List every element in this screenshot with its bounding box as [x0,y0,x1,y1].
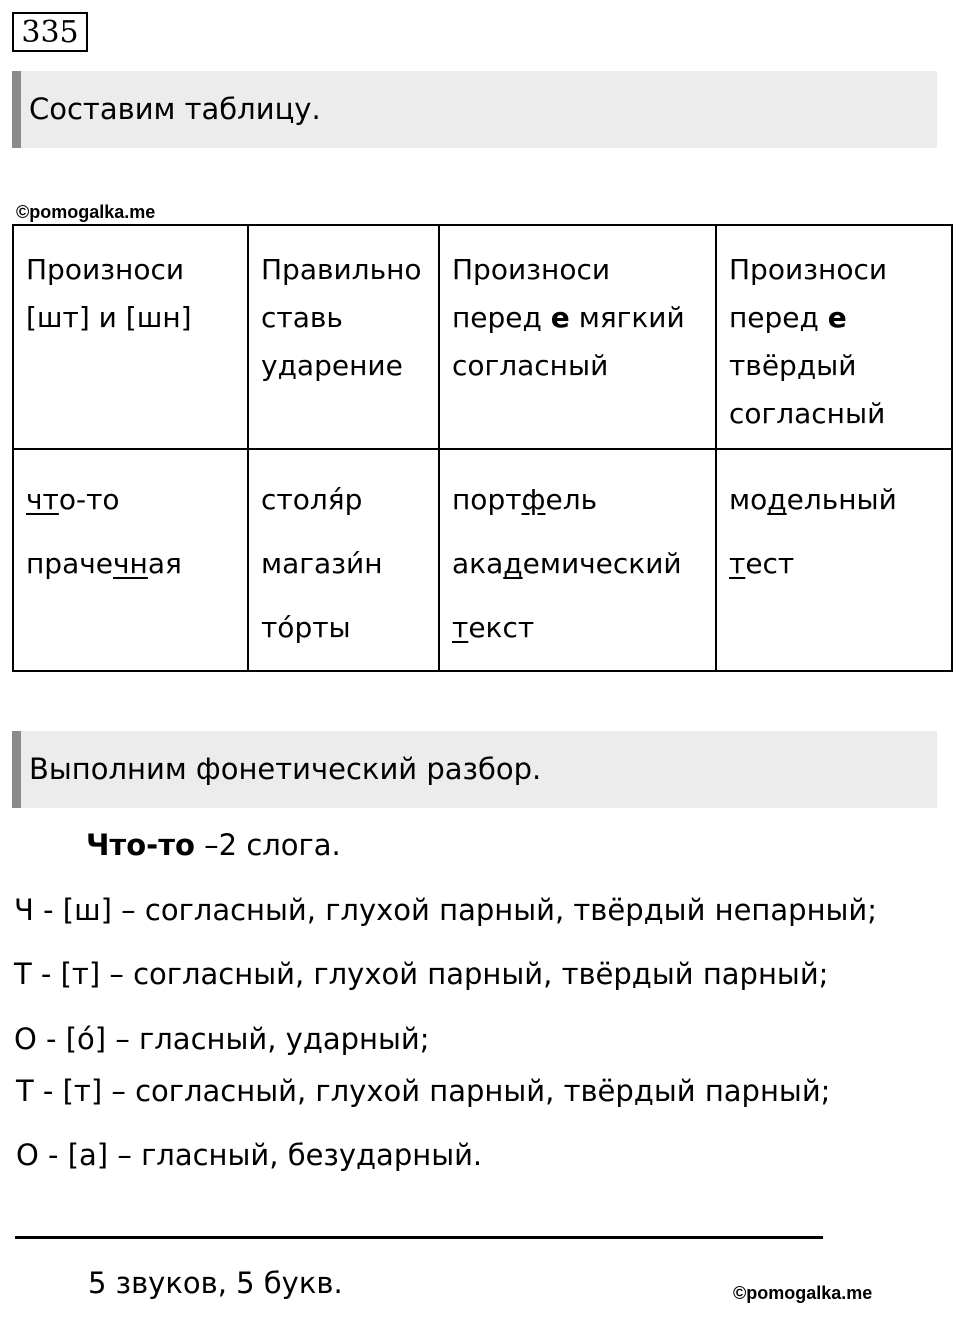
word-item: модельный [729,483,897,516]
header-text: [шт] и [шн] [26,301,192,334]
analysis-line: О - [ó] – гласный, ударный; [14,1022,430,1056]
body-cell-2 [248,449,439,671]
header-cell-2 [248,225,439,449]
analysis-line: Ч - [ш] – согласный, глухой парный, твёрдый непарный; [14,893,878,927]
body-cell-1 [13,449,248,671]
watermark-top: ©pomogalka.me [16,202,156,222]
exercise-number: 335 [12,12,88,52]
header-text: Произноси [26,253,185,286]
summary: 5 звуков, 5 букв. [88,1266,343,1300]
body-cell-4 [716,449,952,671]
section-title-phonetic: Выполним фонетический разбор. [12,731,937,808]
header-text: перед [729,301,828,334]
word-item: столя́р [261,483,363,516]
header-text: Произноси [729,253,888,286]
word-item: академический [452,547,682,580]
header-text: ударение [261,349,403,382]
word-item: прачечная [26,547,182,580]
word-item: магази́н [261,547,383,580]
header-bold-letter: е [550,301,570,334]
header-text: согласный [452,349,609,382]
header-text: согласный [729,397,886,430]
header-text: ставь [261,301,343,334]
header-text: перед [452,301,551,334]
table-body-row [13,449,952,671]
divider-line [15,1236,823,1239]
body-cell-3 [439,449,716,671]
syllable-count: –2 слога. [194,828,341,862]
analysis-word-line [86,828,341,862]
header-cell-4 [716,225,952,449]
watermark-bottom: ©pomogalka.me [733,1283,873,1303]
analysis-line: Т - [т] – согласный, глухой парный, твёрдый парный; [16,1074,831,1108]
header-bold-letter: е [827,301,847,334]
section-title-table: Составим таблицу. [12,71,937,148]
header-cell-1 [13,225,248,449]
word-item: портфель [452,483,598,516]
header-text: мягкий [569,301,685,334]
header-text: Произноси [452,253,611,286]
header-text: твёрдый [729,349,857,382]
word-item: текст [452,611,535,644]
word-item: что-то [26,483,120,516]
words-table [12,224,953,672]
word-item: тест [729,547,795,580]
header-text: Правильно [261,253,422,286]
analysis-word: Что-то [86,828,195,862]
header-cell-3 [439,225,716,449]
analysis-line: О - [а] – гласный, безударный. [16,1138,483,1172]
analysis-line: Т - [т] – согласный, глухой парный, твёрдый парный; [14,957,829,991]
word-item: то́рты [261,611,351,644]
table-header-row [13,225,952,449]
